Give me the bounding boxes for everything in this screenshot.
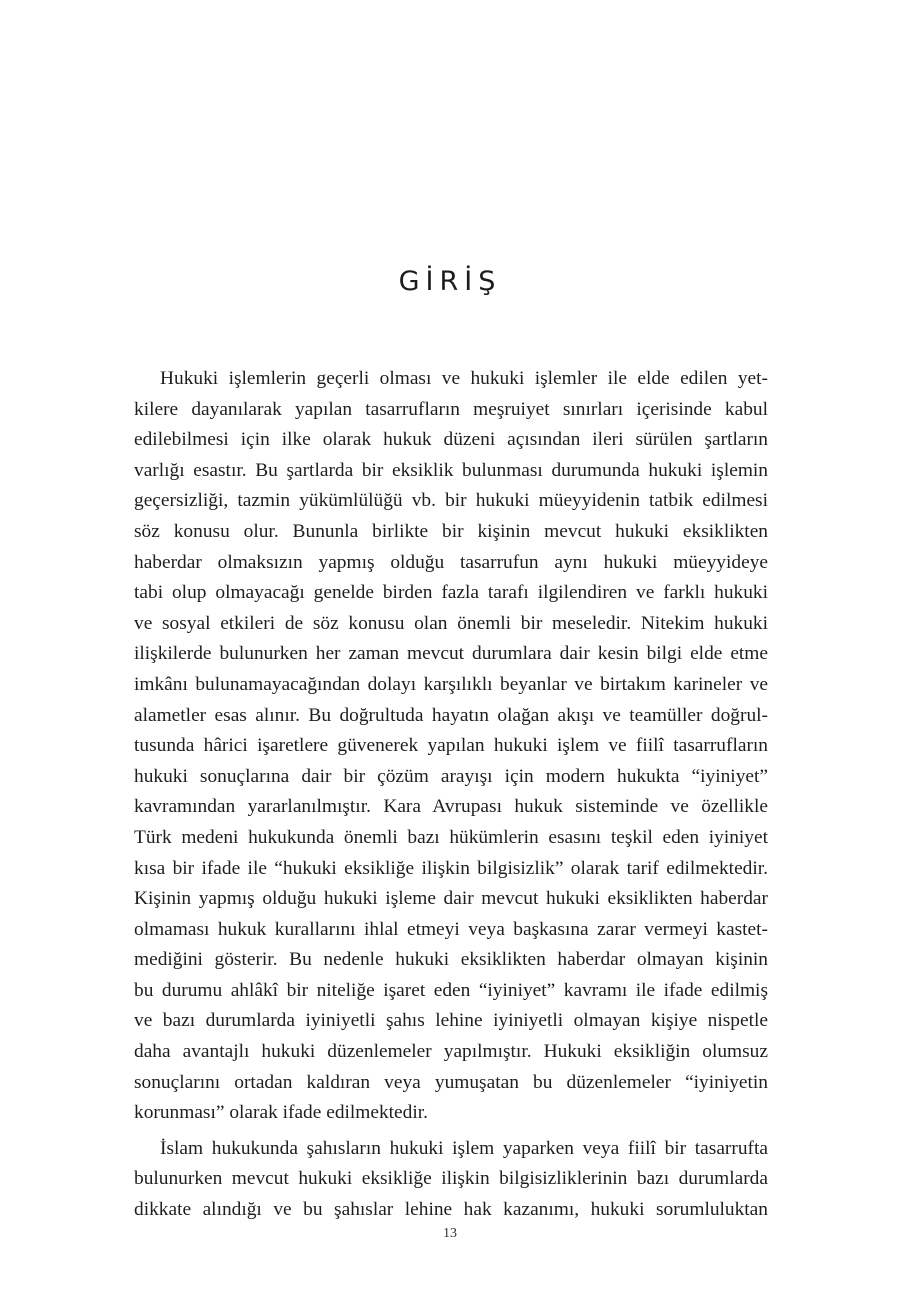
text-line: ilişkilerde bulunurken her zaman mevcut durumlara dair kesin bilgi elde etme xyxy=(134,643,768,665)
chapter-title: GİRİŞ xyxy=(398,266,502,297)
text-line: Türk medeni hukukunda önemli bazı hükümlerin esasını teşkil eden iyiniyet xyxy=(134,826,768,848)
text-line: bulunurken mevcut hukuki eksikliğe ilişkin bilgisizliklerinin bazı durumlarda xyxy=(134,1168,768,1190)
text-line: olmaması hukuk kurallarını ihlal etmeyi veya başkasına zarar vermeyi kastet- xyxy=(134,918,768,940)
text-line: ve bazı durumlarda iyiniyetli şahıs lehine iyiniyetli olmayan kişiye nispetle xyxy=(134,1010,768,1032)
text-line: sonuçlarını ortadan kaldıran veya yumuşatan bu düzenlemeler “iyiniyetin xyxy=(134,1071,768,1093)
text-line: kilere dayanılarak yapılan tasarrufların meşruiyet sınırları içerisinde kabul xyxy=(134,398,768,420)
text-line: alametler esas alınır. Bu doğrultuda hayatın olağan akışı ve teamüller doğrul- xyxy=(134,704,768,726)
paragraph-2 xyxy=(134,1134,768,1226)
text-line: kavramından yararlanılmıştır. Kara Avrupası hukuk sisteminde ve özellikle xyxy=(134,796,768,818)
text-line: korunması” olarak ifade edilmektedir. xyxy=(134,1102,428,1124)
text-line: geçersizliği, tazmin yükümlülüğü vb. bir hukuki müeyyidenin tatbik edilmesi xyxy=(134,490,768,512)
text-line: ve sosyal etkileri de söz konusu olan önemli bir meseledir. Nitekim hukuki xyxy=(134,612,768,634)
text-line: kısa bir ifade ile “hukuki eksikliğe ilişkin bilgisizlik” olarak tarif edilmektedir. xyxy=(134,857,768,879)
text-line: tabi olup olmayacağı genelde birden fazla tarafı ilgilendiren ve farklı hukuki xyxy=(134,582,768,604)
text-line: edilebilmesi için ilke olarak hukuk düzeni açısından ileri sürülen şartların xyxy=(134,429,768,451)
text-line: tusunda hârici işaretlere güvenerek yapılan hukuki işlem ve fiilî tasarrufların xyxy=(134,735,768,757)
text-line: haberdar olmaksızın yapmış olduğu tasarrufun aynı hukuki müeyyideye xyxy=(134,551,768,573)
text-line: bu durumu ahlâkî bir niteliğe işaret eden “iyiniyet” kavramı ile ifade edilmiş xyxy=(134,979,768,1001)
page-number: 13 xyxy=(443,1226,457,1241)
body-text xyxy=(134,364,768,1226)
text-line: daha avantajlı hukuki düzenlemeler yapılmıştır. Hukuki eksikliğin olumsuz xyxy=(134,1041,768,1063)
text-line: mediğini gösterir. Bu nedenle hukuki eksiklikten haberdar olmayan kişinin xyxy=(134,949,768,971)
text-line: söz konusu olur. Bununla birlikte bir kişinin mevcut hukuki eksiklikten xyxy=(134,520,768,542)
paragraph-1 xyxy=(134,364,768,1129)
text-line: İslam hukukunda şahısların hukuki işlem yaparken veya fiilî bir tasarrufta xyxy=(160,1137,768,1159)
text-line: varlığı esastır. Bu şartlarda bir eksiklik bulunması durumunda hukuki işlemin xyxy=(134,459,768,481)
text-line: dikkate alındığı ve bu şahıslar lehine hak kazanımı, hukuki sorumluluktan xyxy=(134,1199,768,1221)
text-line: Kişinin yapmış olduğu hukuki işleme dair mevcut hukuki eksiklikten haberdar xyxy=(134,888,768,910)
text-line: hukuki sonuçlarına dair bir çözüm arayışı için modern hukukta “iyiniyet” xyxy=(134,765,768,787)
text-line: imkânı bulunamayacağından dolayı karşılıklı beyanlar ve birtakım karineler ve xyxy=(134,673,768,695)
text-line: Hukuki işlemlerin geçerli olması ve hukuki işlemler ile elde edilen yet- xyxy=(160,368,768,389)
